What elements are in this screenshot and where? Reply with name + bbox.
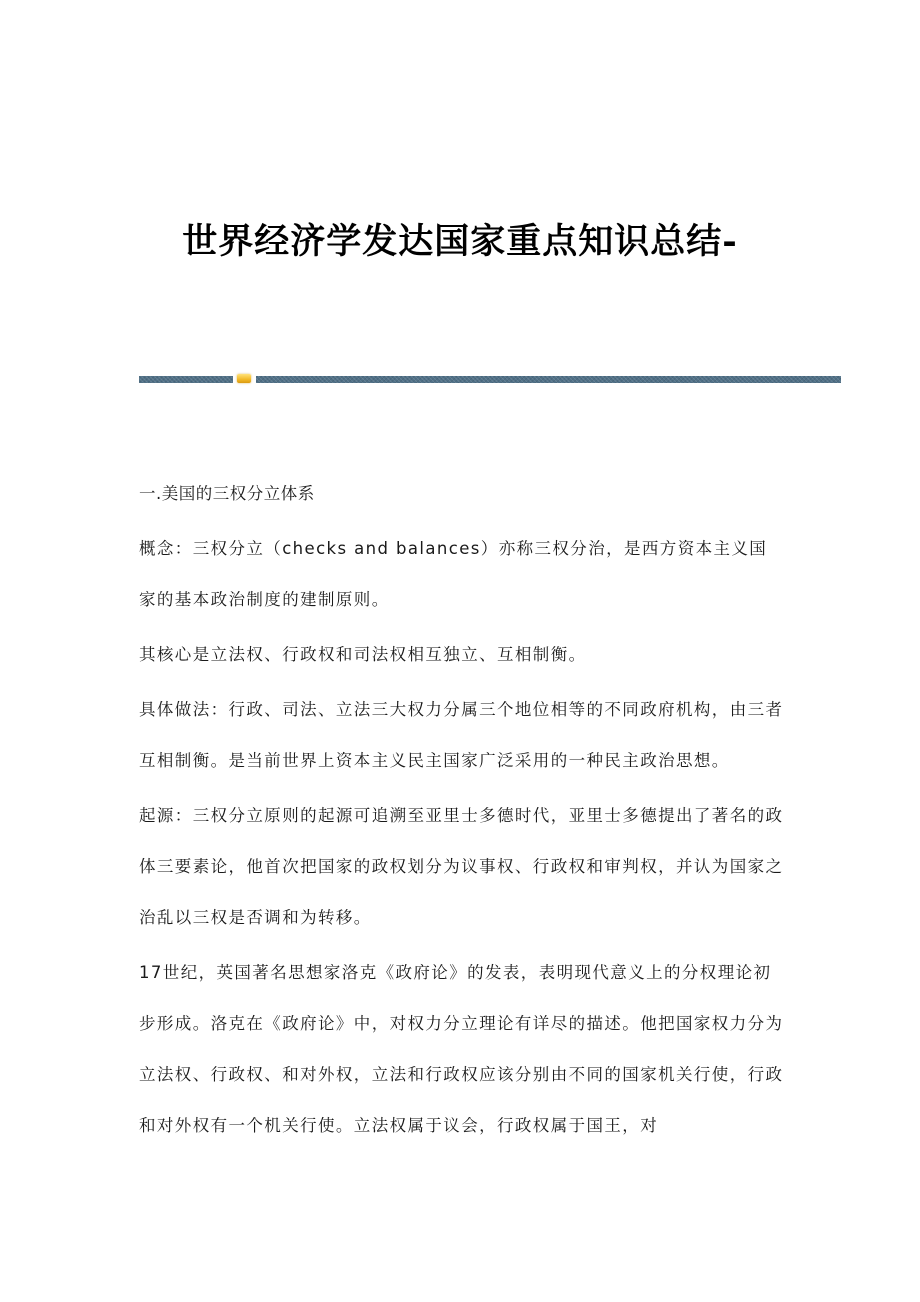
divider-bar-right <box>256 376 841 383</box>
divider-bar-left <box>139 376 233 383</box>
title-divider <box>139 374 841 386</box>
paragraph-origin: 起源：三权分立原则的起源可追溯至亚里士多德时代，亚里士多德提出了著名的政体三要素论，他首次把国家的政权划分为议事权、行政权和审判权，并认为国家之治乱以三权是否调和为转移。 <box>139 806 784 927</box>
page-title: 世界经济学发达国家重点知识总结- <box>182 221 738 262</box>
paragraph-concept: 概念：三权分立（checks and balances）亦称三权分治，是西方资本主义国家的基本政治制度的建制原则。 <box>139 539 768 609</box>
document-body <box>139 468 784 1155</box>
paragraph-core: 其核心是立法权、行政权和司法权相互独立、互相制衡。 <box>139 645 587 664</box>
section-heading: 一.美国的三权分立体系 <box>139 484 315 503</box>
divider-ornament-icon <box>237 374 251 383</box>
paragraph-locke: 17世纪，英国著名思想家洛克《政府论》的发表，表明现代意义上的分权理论初步形成。洛克在《政府论》中，对权力分立理论有详尽的描述。他把国家权力分为立法权、行政权、和对外权，立法和行政权应该分别由不同的国家机关行使，行政和对外权有一个机关行使。立法权属于议会，行政权属于国王，对 <box>139 963 784 1135</box>
paragraph-practice: 具体做法：行政、司法、立法三大权力分属三个地位相等的不同政府机构，由三者互相制衡。是当前世界上资本主义民主国家广泛采用的一种民主政治思想。 <box>139 700 784 770</box>
